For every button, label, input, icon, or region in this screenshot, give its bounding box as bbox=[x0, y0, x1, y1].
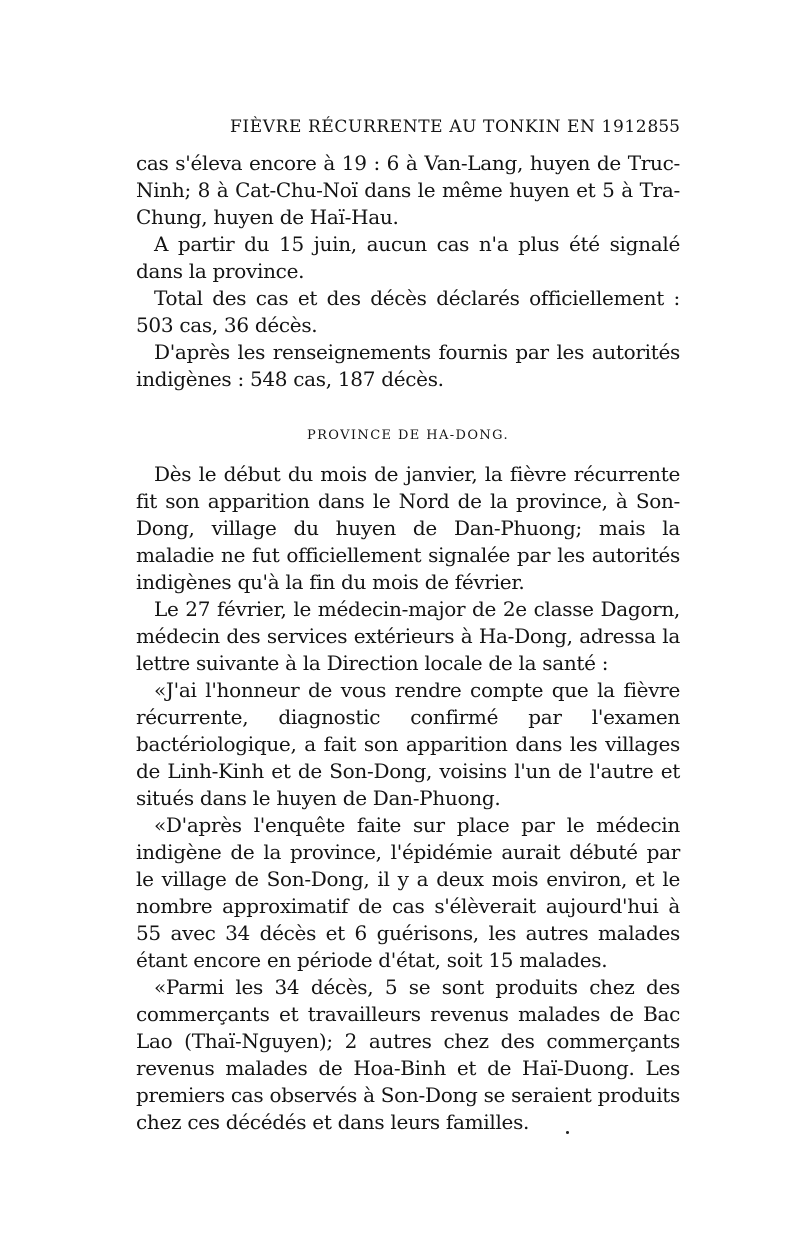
quoted-paragraph: «D'après l'enquête faite sur place par le médecin indigène de la province, l'épidémie aurait débuté par le village de Son-Dong, il y a deux mois environ, et le nombre approximatif de cas s'élèverait aujourd'hui à 55 avec 34 décès et 6 guérisons, les autres malades étant encore en période d'état, soit 15 malades. bbox=[136, 813, 680, 972]
continued-text-block bbox=[136, 150, 680, 393]
running-header bbox=[136, 117, 680, 143]
quoted-paragraph: «Parmi les 34 décès, 5 se sont produits chez des commerçants et travailleurs revenus malades de Bac Lao (Thaï-Nguyen); 2 autres chez des commerçants revenus malades de Hoa-Binh et de Haï-Duong. Les premiers cas observés à Son-Dong se seraient produits chez ces décédés et dans leurs familles. bbox=[136, 975, 680, 1134]
paragraph: Le 27 février, le médecin-major de 2e classe Dagorn, médecin des services extérieurs à Ha-Dong, adressa la lettre suivante à la Direction locale de la santé : bbox=[136, 597, 680, 675]
ink-speck bbox=[566, 1131, 569, 1134]
paragraph: cas s'éleva encore à 19 : 6 à Van-Lang, huyen de Truc-Ninh; 8 à Cat-Chu-Noï dans le même huyen et 5 à Tra-Chung, huyen de Haï-Hau. bbox=[136, 151, 680, 229]
section-heading: PROVINCE DE HA-DONG. bbox=[306, 428, 510, 443]
page-number: 855 bbox=[647, 117, 680, 137]
paragraph: D'après les renseignements fournis par les autorités indigènes : 548 cas, 187 décès. bbox=[136, 340, 680, 391]
paragraph: Total des cas et des décès déclarés officiellement : 503 cas, 36 décès. bbox=[136, 286, 680, 337]
paragraph: A partir du 15 juin, aucun cas n'a plus été signalé dans la province. bbox=[136, 232, 680, 283]
section-text-block bbox=[136, 461, 680, 1136]
paragraph: Dès le début du mois de janvier, la fièvre récurrente fit son apparition dans le Nord de la province, à Son-Dong, village du huyen de Dan-Phuong; mais la maladie ne fut officiellement signalée par les autorités indigènes qu'à la fin du mois de février. bbox=[136, 462, 680, 594]
running-title: FIÈVRE RÉCURRENTE AU TONKIN EN 1912. bbox=[230, 117, 654, 137]
quoted-paragraph: «J'ai l'honneur de vous rendre compte que la fièvre récurrente, diagnostic confirmé par l'examen bactériologique, a fait son apparition dans les villages de Linh-Kinh et de Son-Dong, voisins l'un de l'autre et situés dans le huyen de Dan-Phuong. bbox=[136, 678, 680, 810]
